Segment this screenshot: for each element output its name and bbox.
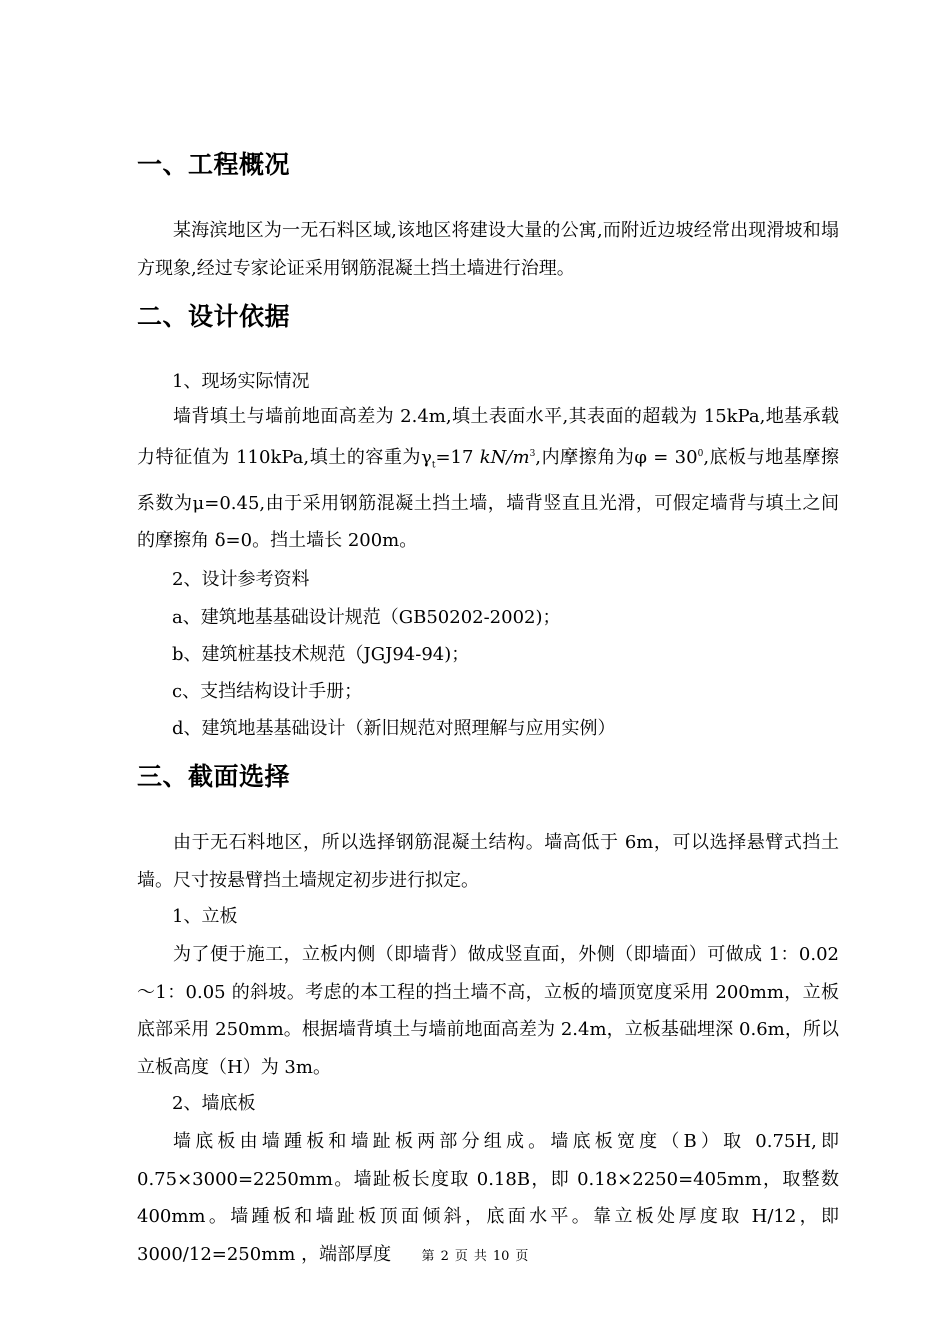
basis-item1-text-b: ,内摩擦角为φ = 30	[535, 446, 698, 468]
gamma-unit: kN/m	[479, 446, 530, 468]
reference-item: a、建筑地基基础设计规范（GB50202-2002)；	[172, 607, 561, 628]
gamma-exponent: 3	[529, 448, 536, 459]
section-selection-intro: 由于无石料地区，所以选择钢筋混凝土结构。墙高低于 6m，可以选择悬臂式挡土墙。尺寸按悬臂挡土墙规定初步进行拟定。	[137, 832, 839, 891]
reference-item: c、支挡结构设计手册；	[172, 681, 363, 702]
reference-item: d、建筑地基基础设计（新旧规范对照理解与应用实例）	[172, 718, 616, 739]
degree-mark: 0	[697, 448, 704, 459]
basis-item1-text-a: 墙背填土与墙前地面高差为 2.4m,填土表面水平,其表面的超载为 15kPa,地基承载力特征值为 110kPa,填土的容重为	[137, 406, 839, 468]
base-slab-paragraph: 墙底板由墙踵板和墙趾板两部分组成。墙底板宽度（B）取 0.75H,即 0.75×3000=2250mm。墙趾板长度取 0.18B，即 0.18×2250=405mm，取整数 400mm。墙踵板和墙趾板顶面倾斜，底面水平。靠立板处厚度取 H/12，即 3000/12=250mm ，端部厚度	[137, 1131, 839, 1265]
gamma-subscript: t	[431, 460, 436, 471]
footer-of: 共	[473, 1249, 487, 1264]
basis-item2-title: 2、设计参考资料	[172, 569, 310, 590]
reference-item: b、建筑桩基技术规范（JGJ94-94)；	[172, 644, 470, 665]
gamma-symbol: γ	[421, 446, 432, 468]
page-footer	[0, 1248, 950, 1266]
vertical-slab-title: 1、立板	[172, 906, 238, 927]
footer-page-number: 2	[440, 1249, 449, 1264]
section-heading-overview: 一、工程概况	[137, 150, 291, 179]
basis-item1-title: 1、现场实际情况	[172, 371, 310, 392]
footer-page-word: 页	[454, 1249, 468, 1264]
footer-suffix: 页	[515, 1249, 529, 1264]
footer-total-pages: 10	[492, 1249, 510, 1264]
section-heading-section-selection: 三、截面选择	[137, 762, 291, 791]
overview-paragraph: 某海滨地区为一无石料区域,该地区将建设大量的公寓,而附近边坡经常出现滑坡和塌方现象,经过专家论证采用钢筋混凝土挡土墙进行治理。	[137, 220, 839, 279]
basis-item1-paragraph	[137, 398, 839, 560]
basis-item1-text-c: ,底板与地基摩擦系数为μ=0.45,由于采用钢筋混凝土挡土墙，墙背竖直且光滑，可假定墙背与填土之间的摩擦角 δ=0。挡土墙长 200m。	[137, 446, 839, 552]
section-heading-basis: 二、设计依据	[137, 302, 291, 331]
vertical-slab-paragraph: 为了便于施工，立板内侧（即墙背）做成竖直面，外侧（即墙面）可做成 1：0.02～1：0.05 的斜坡。考虑的本工程的挡土墙不高，立板的墙顶宽度采用 200mm，立板底部采用 250mm。根据墙背填土与墙前地面高差为 2.4m，立板基础埋深 0.6m，所以立板高度（H）为 3m。	[137, 944, 839, 1078]
footer-prefix: 第	[421, 1249, 435, 1264]
base-slab-title: 2、墙底板	[172, 1093, 256, 1114]
gamma-value: =17	[435, 446, 474, 468]
